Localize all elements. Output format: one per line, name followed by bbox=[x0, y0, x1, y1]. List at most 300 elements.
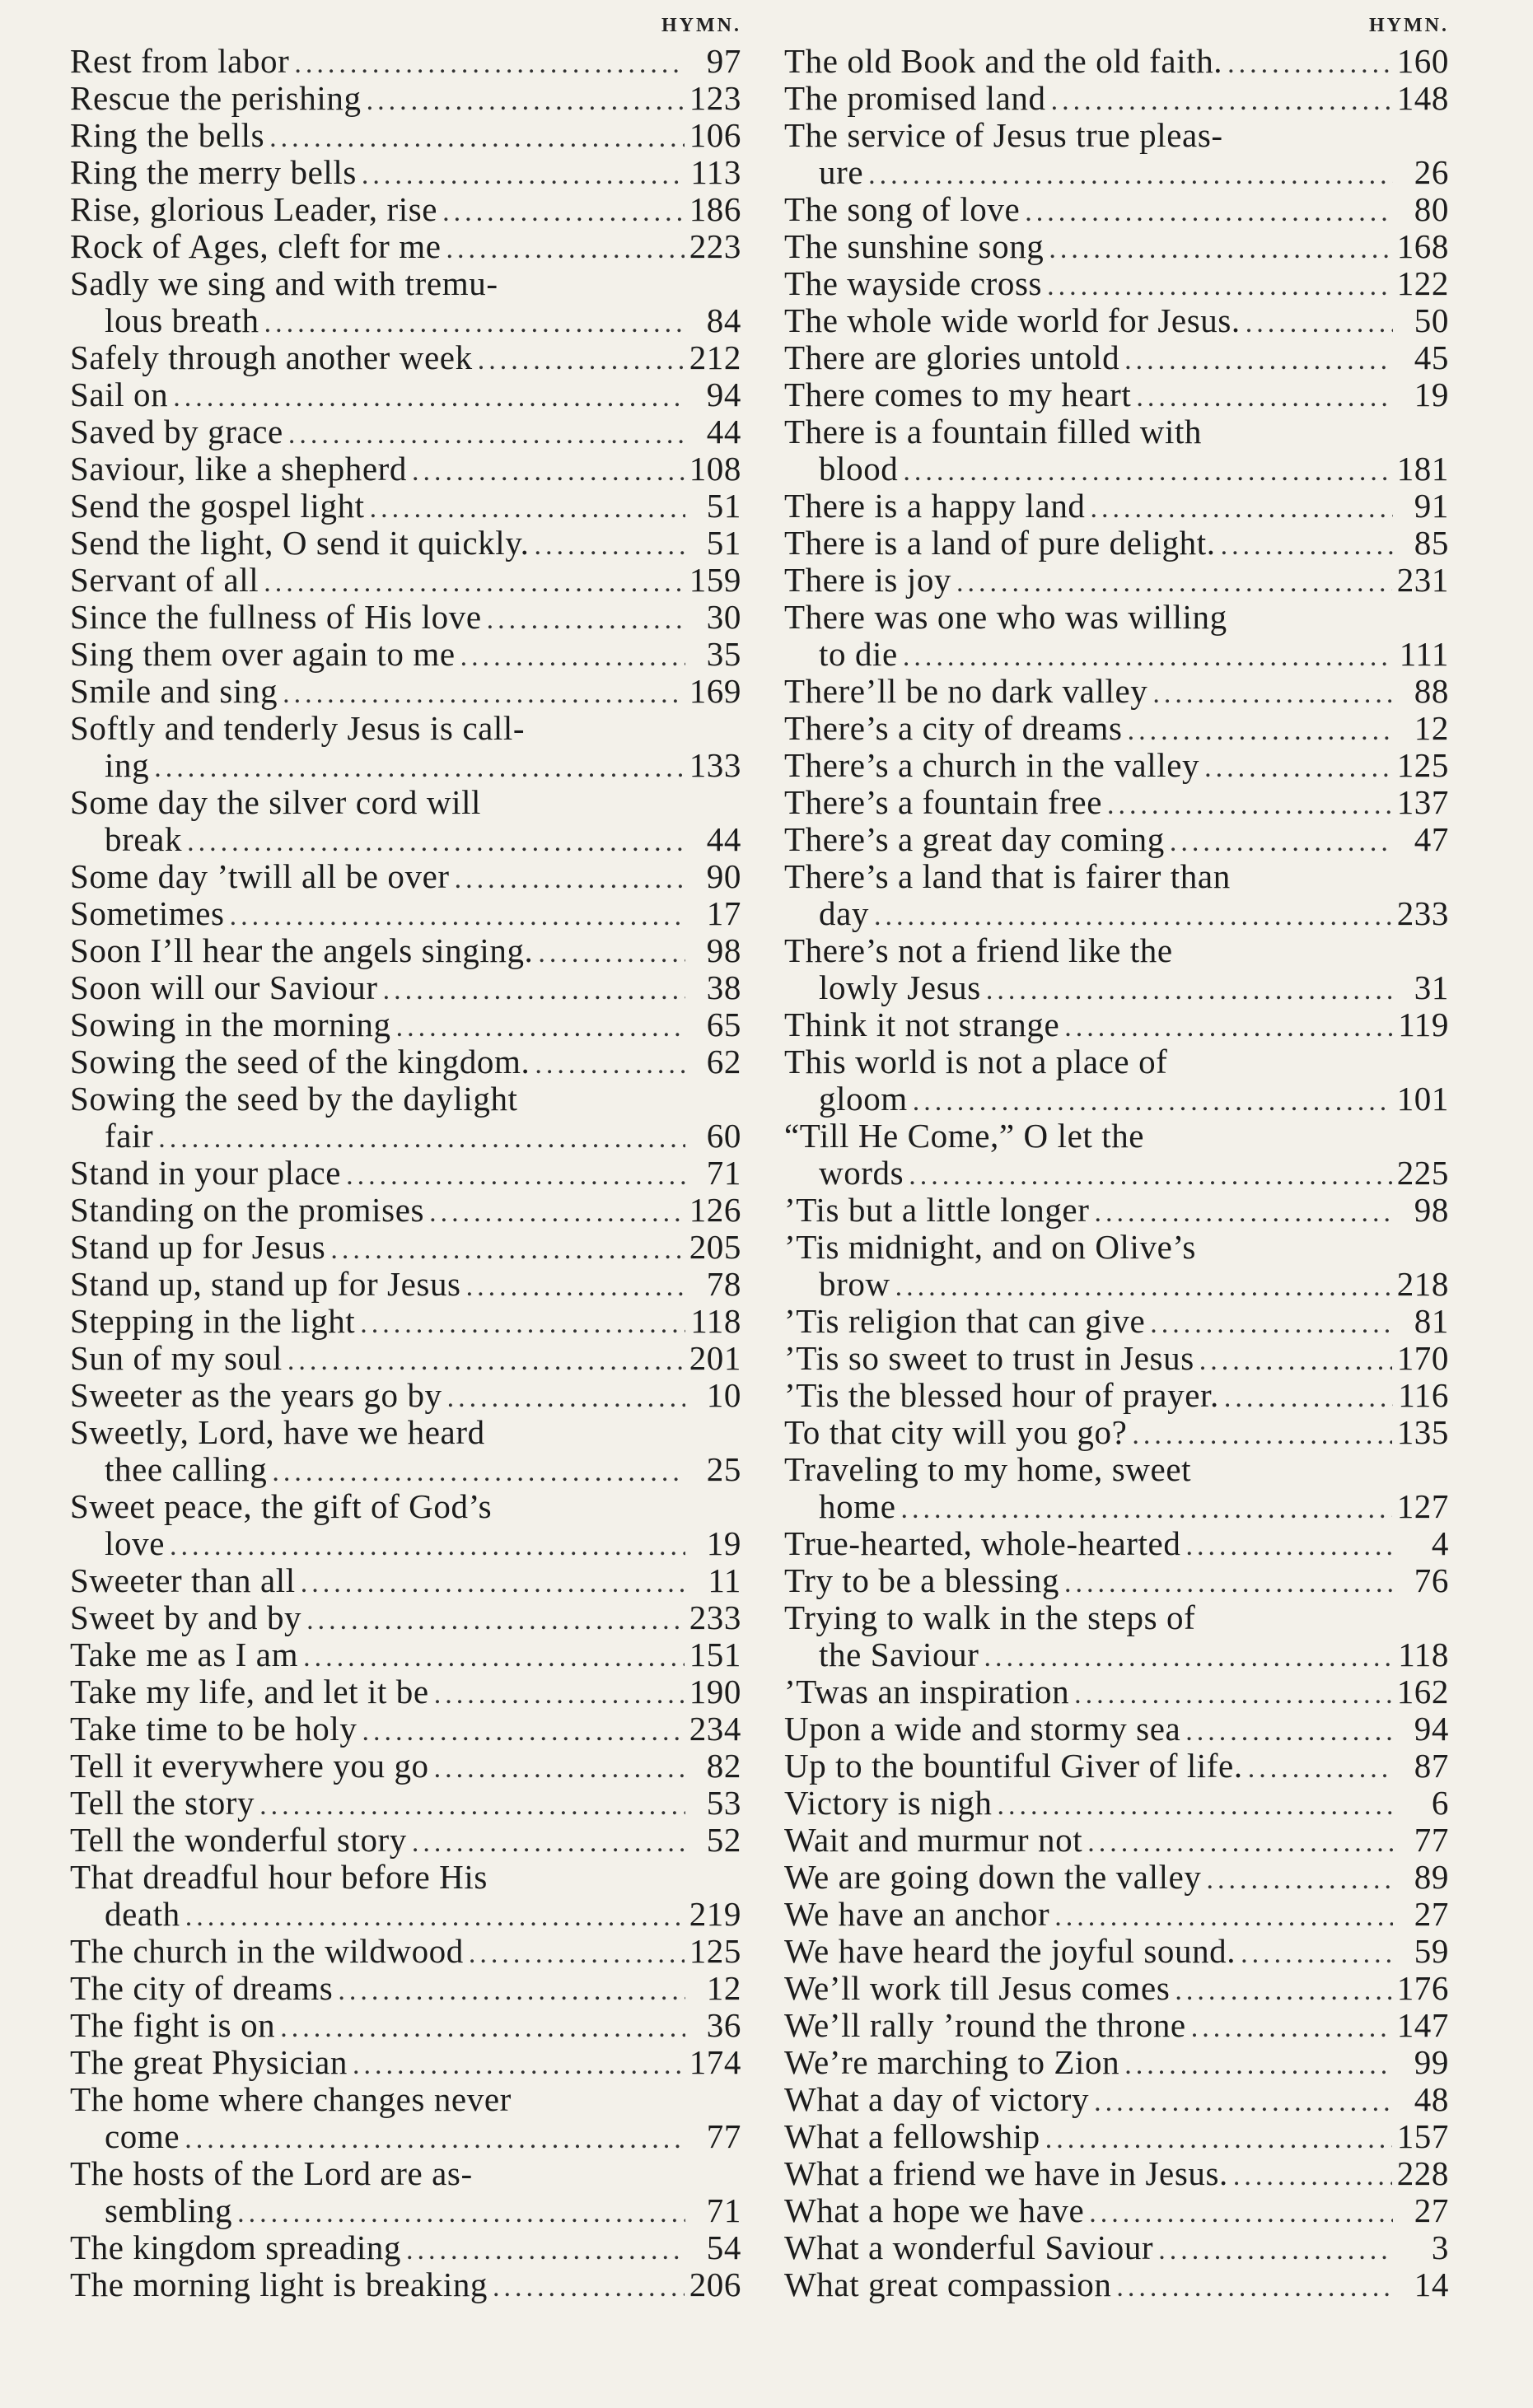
leader-dots bbox=[269, 119, 685, 154]
hymn-number: 91 bbox=[1414, 488, 1449, 525]
hymn-number: 233 bbox=[1396, 895, 1449, 932]
hymn-title-continuation: day bbox=[819, 895, 869, 932]
hymn-title: There’ll be no dark valley bbox=[784, 673, 1148, 710]
leader-dots bbox=[1064, 1009, 1393, 1043]
leader-dots bbox=[538, 935, 685, 969]
leader-dots bbox=[956, 564, 1392, 599]
hymn-entry bbox=[70, 117, 741, 154]
hymn-title-continuation: to die bbox=[819, 636, 898, 673]
hymn-number: 59 bbox=[1414, 1933, 1449, 1970]
hymn-entry bbox=[70, 1377, 741, 1414]
leader-dots bbox=[1204, 749, 1392, 784]
hymn-entry bbox=[784, 1340, 1449, 1377]
hymn-title: Safely through another week bbox=[70, 339, 473, 376]
hymn-number: 89 bbox=[1414, 1859, 1449, 1896]
hymn-entry bbox=[70, 525, 741, 562]
leader-dots bbox=[1175, 1972, 1391, 2007]
hymn-title: True-hearted, whole-hearted bbox=[784, 1525, 1181, 1562]
leader-dots bbox=[903, 453, 1391, 488]
hymn-title: The home where changes never bbox=[70, 2080, 512, 2118]
hymn-entry bbox=[70, 1748, 741, 1785]
leader-dots bbox=[280, 2009, 685, 2044]
hymn-title: Victory is nigh bbox=[784, 1785, 993, 1822]
hymn-title-continuation: blood bbox=[819, 450, 899, 488]
hymn-title-continuation: ing bbox=[105, 747, 150, 784]
hymn-entry bbox=[784, 1451, 1449, 1525]
leader-dots bbox=[230, 898, 685, 932]
hymn-entry bbox=[70, 1562, 741, 1599]
hymn-title-continuation: sembling bbox=[105, 2192, 233, 2229]
leader-dots bbox=[412, 453, 685, 488]
hymn-number: 218 bbox=[1396, 1266, 1449, 1303]
hymn-entry bbox=[70, 1192, 741, 1229]
hymn-entry bbox=[70, 1636, 741, 1673]
hymn-entry bbox=[70, 488, 741, 525]
leader-dots bbox=[362, 156, 685, 191]
leader-dots bbox=[998, 1787, 1393, 1822]
hymn-number: 157 bbox=[1396, 2118, 1449, 2155]
hymn-number: 50 bbox=[1414, 302, 1449, 339]
leader-dots bbox=[272, 1454, 685, 1488]
hymn-number: 127 bbox=[1396, 1488, 1449, 1525]
hymn-title: There’s a fountain free bbox=[784, 784, 1103, 821]
hymn-number: 36 bbox=[706, 2007, 741, 2044]
hymn-number: 118 bbox=[1398, 1636, 1449, 1673]
hymn-entry bbox=[784, 2118, 1449, 2155]
hymn-number: 111 bbox=[1399, 636, 1449, 673]
leader-dots bbox=[187, 824, 685, 858]
hymn-title: Since the fullness of His love bbox=[70, 599, 482, 636]
leader-dots bbox=[446, 231, 685, 265]
hymn-title: Rise, glorious Leader, rise bbox=[70, 191, 438, 228]
hymn-entry bbox=[784, 1970, 1449, 2007]
hymn-title: ’Tis so sweet to trust in Jesus bbox=[784, 1340, 1194, 1377]
hymn-number: 44 bbox=[706, 413, 741, 450]
leader-dots bbox=[434, 1676, 685, 1710]
leader-dots bbox=[1248, 1750, 1393, 1785]
hymn-title: What a fellowship bbox=[784, 2118, 1040, 2155]
leader-dots bbox=[901, 1491, 1392, 1525]
leader-dots bbox=[1124, 2046, 1393, 2081]
hymn-index-list bbox=[70, 43, 741, 2303]
hymn-title: The city of dreams bbox=[70, 1970, 334, 2007]
hymn-number: 60 bbox=[706, 1118, 741, 1155]
hymn-entry bbox=[784, 525, 1449, 562]
leader-dots bbox=[259, 1787, 685, 1822]
hymn-entry bbox=[70, 2266, 741, 2303]
hymn-number: 78 bbox=[706, 1266, 741, 1303]
hymn-title: Up to the bountiful Giver of life. bbox=[784, 1748, 1243, 1785]
leader-dots bbox=[895, 1268, 1392, 1303]
leader-dots bbox=[1136, 379, 1393, 413]
hymn-entry bbox=[784, 599, 1449, 673]
hymn-number: 10 bbox=[706, 1377, 741, 1414]
leader-dots bbox=[1047, 268, 1392, 302]
hymn-number: 87 bbox=[1414, 1748, 1449, 1785]
hymn-title: Saved by grace bbox=[70, 413, 283, 450]
hymn-entry bbox=[70, 1710, 741, 1748]
hymn-number: 170 bbox=[1396, 1340, 1449, 1377]
leader-dots bbox=[306, 1602, 685, 1636]
leader-dots bbox=[466, 1268, 685, 1303]
hymn-title: ’Tis the blessed hour of prayer. bbox=[784, 1377, 1219, 1414]
hymn-title: Ring the bells bbox=[70, 117, 265, 154]
hymn-entry bbox=[70, 2081, 741, 2155]
hymn-title: There are glories untold bbox=[784, 339, 1120, 376]
hymn-number: 159 bbox=[689, 562, 741, 599]
hymn-title: Servant of all bbox=[70, 562, 259, 599]
hymn-entry bbox=[70, 376, 741, 413]
hymn-title: Sun of my soul bbox=[70, 1340, 283, 1377]
hymn-title-continuation: thee calling bbox=[105, 1451, 268, 1488]
hymn-number: 108 bbox=[689, 450, 741, 488]
leader-dots bbox=[460, 638, 685, 673]
hymn-title: We have an anchor bbox=[784, 1896, 1050, 1933]
hymn-number: 116 bbox=[1398, 1377, 1449, 1414]
leader-dots bbox=[346, 1157, 685, 1192]
hymn-number: 48 bbox=[1414, 2081, 1449, 2118]
hymn-entry bbox=[70, 969, 741, 1006]
hymn-number: 201 bbox=[689, 1340, 741, 1377]
hymn-number: 51 bbox=[706, 488, 741, 525]
hymn-number: 19 bbox=[1414, 376, 1449, 413]
hymn-entry bbox=[70, 2007, 741, 2044]
hymn-number: 45 bbox=[1414, 339, 1449, 376]
leader-dots bbox=[1132, 1416, 1391, 1451]
hymn-number: 169 bbox=[689, 673, 741, 710]
hymn-title: To that city will you go? bbox=[784, 1414, 1128, 1451]
leader-dots bbox=[1185, 1528, 1393, 1562]
hymn-entry bbox=[70, 1080, 741, 1155]
hymn-title: Sweetly, Lord, have we heard bbox=[70, 1413, 485, 1451]
leader-dots bbox=[264, 564, 684, 599]
hymn-number: 25 bbox=[706, 1451, 741, 1488]
hymn-title: Sail on bbox=[70, 376, 169, 413]
hymn-title: There’s a land that is fairer than bbox=[784, 857, 1231, 895]
hymn-entry bbox=[784, 673, 1449, 710]
hymn-number: 219 bbox=[689, 1896, 741, 1933]
hymn-title: Rescue the perishing bbox=[70, 80, 362, 117]
hymn-entry bbox=[70, 1155, 741, 1192]
hymn-entry bbox=[784, 562, 1449, 599]
leader-dots bbox=[1152, 675, 1393, 710]
hymn-title: What a wonderful Saviour bbox=[784, 2229, 1154, 2266]
hymn-number: 81 bbox=[1414, 1303, 1449, 1340]
hymn-title: Smile and sing bbox=[70, 673, 278, 710]
hymn-title: Stepping in the light bbox=[70, 1303, 356, 1340]
leader-dots bbox=[330, 1231, 684, 1266]
hymn-title-continuation: lowly Jesus bbox=[819, 969, 981, 1006]
hymn-title: What a hope we have bbox=[784, 2192, 1085, 2229]
hymn-title-continuation: gloom bbox=[819, 1080, 908, 1118]
hymn-entry bbox=[784, 1859, 1449, 1896]
hymn-entry bbox=[70, 228, 741, 265]
leader-dots bbox=[434, 1750, 685, 1785]
hymn-title: The service of Jesus true pleas- bbox=[784, 116, 1223, 154]
leader-dots bbox=[303, 1639, 685, 1673]
hymn-entry bbox=[70, 562, 741, 599]
hymn-number: 98 bbox=[706, 932, 741, 969]
hymn-number: 151 bbox=[689, 1636, 741, 1673]
hymn-number: 77 bbox=[1414, 1822, 1449, 1859]
hymn-title: Sometimes bbox=[70, 895, 225, 932]
leader-dots bbox=[1150, 1305, 1393, 1340]
hymn-entry bbox=[784, 376, 1449, 413]
leader-dots bbox=[173, 379, 685, 413]
hymn-title: There was one who was willing bbox=[784, 598, 1227, 636]
hymn-entry bbox=[784, 1562, 1449, 1599]
hymn-title: Sweeter as the years go by bbox=[70, 1377, 442, 1414]
leader-dots bbox=[370, 490, 685, 525]
hymn-title: There comes to my heart bbox=[784, 376, 1132, 413]
hymn-number: 228 bbox=[1396, 2155, 1449, 2192]
hymn-entry bbox=[70, 2044, 741, 2081]
hymn-number: 47 bbox=[1414, 821, 1449, 858]
hymn-number: 6 bbox=[1431, 1785, 1449, 1822]
hymn-entry bbox=[784, 80, 1449, 117]
leader-dots bbox=[1116, 2269, 1393, 2303]
hymn-number: 53 bbox=[706, 1785, 741, 1822]
leader-dots bbox=[1170, 824, 1393, 858]
hymn-title: Send the light, O send it quickly. bbox=[70, 525, 530, 562]
hymn-number: 94 bbox=[1414, 1710, 1449, 1748]
hymn-number: 12 bbox=[706, 1970, 741, 2007]
leader-dots bbox=[442, 194, 685, 228]
leader-dots bbox=[185, 1898, 685, 1933]
hymn-title: Tell the wonderful story bbox=[70, 1822, 407, 1859]
hymn-number: 101 bbox=[1396, 1080, 1449, 1118]
hymn-title: Send the gospel light bbox=[70, 488, 365, 525]
hymn-entry bbox=[784, 1822, 1449, 1859]
hymn-number: 26 bbox=[1414, 154, 1449, 191]
hymn-number: 119 bbox=[1398, 1006, 1449, 1043]
hymn-entry bbox=[70, 1266, 741, 1303]
hymn-number: 98 bbox=[1414, 1192, 1449, 1229]
hymn-title: Take me as I am bbox=[70, 1636, 299, 1673]
hymn-title: Wait and murmur not bbox=[784, 1822, 1083, 1859]
hymn-number: 14 bbox=[1414, 2266, 1449, 2303]
leader-dots bbox=[447, 1379, 685, 1414]
hymn-number: 125 bbox=[1396, 747, 1449, 784]
hymn-title: The sunshine song bbox=[784, 228, 1045, 265]
hymn-number: 135 bbox=[1396, 1414, 1449, 1451]
leader-dots bbox=[487, 601, 685, 636]
hymn-title: There’s not a friend like the bbox=[784, 931, 1173, 969]
hymn-title: The church in the wildwood bbox=[70, 1933, 464, 1970]
hymn-title: Tell the story bbox=[70, 1785, 255, 1822]
hymn-number: 190 bbox=[689, 1673, 741, 1710]
leader-dots bbox=[294, 45, 685, 80]
hymn-entry bbox=[784, 117, 1449, 191]
hymn-number: 126 bbox=[689, 1192, 741, 1229]
hymn-title-continuation: come bbox=[105, 2118, 180, 2155]
hymn-title: Tell it everywhere you go bbox=[70, 1748, 429, 1785]
hymn-entry bbox=[70, 1822, 741, 1859]
hymn-title: Sweeter than all bbox=[70, 1562, 296, 1599]
hymn-entry bbox=[70, 673, 741, 710]
hymn-entry bbox=[784, 1414, 1449, 1451]
hymn-number: 4 bbox=[1431, 1525, 1449, 1562]
leader-dots bbox=[1221, 527, 1393, 562]
leader-dots bbox=[360, 1305, 685, 1340]
hymn-number: 27 bbox=[1414, 2192, 1449, 2229]
hymn-title: The old Book and the old faith. bbox=[784, 43, 1223, 80]
hymn-title: Sing them over again to me bbox=[70, 636, 456, 673]
hymn-entry bbox=[784, 1043, 1449, 1118]
hymn-title: Soon will our Saviour bbox=[70, 969, 378, 1006]
hymn-entry bbox=[70, 450, 741, 488]
leader-dots bbox=[154, 749, 684, 784]
leader-dots bbox=[986, 972, 1393, 1006]
leader-dots bbox=[455, 861, 685, 895]
hymn-number: 212 bbox=[689, 339, 741, 376]
hymn-number: 234 bbox=[689, 1710, 741, 1748]
hymn-entry bbox=[70, 1673, 741, 1710]
hymn-title: Rock of Ages, cleft for me bbox=[70, 228, 442, 265]
hymn-title: Sweet by and by bbox=[70, 1599, 302, 1636]
hymn-title: Stand up, stand up for Jesus bbox=[70, 1266, 461, 1303]
hymn-title: The fight is on bbox=[70, 2007, 276, 2044]
hymn-title: We are going down the valley bbox=[784, 1859, 1202, 1896]
hymn-title: The wayside cross bbox=[784, 265, 1043, 302]
hymn-number: 82 bbox=[706, 1748, 741, 1785]
leader-dots bbox=[1094, 2084, 1393, 2118]
hymn-title: We have heard the joyful sound. bbox=[784, 1933, 1236, 1970]
leader-dots bbox=[367, 82, 685, 117]
hymn-title-continuation: break bbox=[105, 821, 183, 858]
leader-dots bbox=[1064, 1565, 1393, 1599]
hymn-entry bbox=[784, 1933, 1449, 1970]
leader-dots bbox=[283, 675, 685, 710]
hymn-entry bbox=[784, 1748, 1449, 1785]
hymn-title: The morning light is breaking bbox=[70, 2266, 488, 2303]
hymn-title: Trying to walk in the steps of bbox=[784, 1598, 1196, 1636]
leader-dots bbox=[493, 2269, 685, 2303]
hymn-number: 99 bbox=[1414, 2044, 1449, 2081]
hymn-entry bbox=[70, 339, 741, 376]
leader-dots bbox=[383, 972, 685, 1006]
hymn-title: There is joy bbox=[784, 562, 952, 599]
leader-dots bbox=[1087, 1824, 1393, 1859]
hymn-entry bbox=[70, 2155, 741, 2229]
hymn-entry bbox=[70, 710, 741, 784]
left-column bbox=[70, 0, 741, 2303]
hymn-number: 206 bbox=[689, 2266, 741, 2303]
hymn-entry bbox=[70, 265, 741, 339]
leader-dots bbox=[170, 1528, 685, 1562]
leader-dots bbox=[1095, 1194, 1394, 1229]
leader-dots bbox=[1191, 2009, 1392, 2044]
hymn-number: 35 bbox=[706, 636, 741, 673]
hymn-title-continuation: words bbox=[819, 1155, 904, 1192]
hymn-title: Sowing in the morning bbox=[70, 1006, 391, 1043]
hymn-title: Softly and tenderly Jesus is call- bbox=[70, 709, 526, 747]
hymn-title-continuation: fair bbox=[105, 1118, 154, 1155]
leader-dots bbox=[1107, 786, 1392, 821]
hymn-number: 233 bbox=[689, 1599, 741, 1636]
hymn-title: The promised land bbox=[784, 80, 1046, 117]
leader-dots bbox=[1241, 1935, 1393, 1970]
hymn-entry bbox=[70, 784, 741, 858]
hymn-number: 205 bbox=[689, 1229, 741, 1266]
hymn-title: Sowing the seed of the kingdom. bbox=[70, 1043, 530, 1080]
leader-dots bbox=[1025, 194, 1393, 228]
hymn-title: There is a land of pure delight. bbox=[784, 525, 1216, 562]
hymn-entry bbox=[784, 488, 1449, 525]
hymn-number: 3 bbox=[1431, 2229, 1449, 2266]
hymn-title: We’ll rally ’round the throne bbox=[784, 2007, 1186, 2044]
hymn-title: Saviour, like a shepherd bbox=[70, 450, 407, 488]
right-column bbox=[784, 0, 1449, 2303]
hymn-entry bbox=[784, 302, 1449, 339]
leader-dots bbox=[362, 1713, 684, 1748]
hymn-entry bbox=[784, 747, 1449, 784]
leader-dots bbox=[1227, 45, 1392, 80]
leader-dots bbox=[185, 2121, 685, 2155]
leader-dots bbox=[396, 1009, 685, 1043]
hymn-title: What a friend we have in Jesus. bbox=[784, 2155, 1228, 2192]
hymn-number: 147 bbox=[1396, 2007, 1449, 2044]
hymn-entry bbox=[784, 1896, 1449, 1933]
hymn-entry bbox=[784, 1525, 1449, 1562]
hymn-number: 176 bbox=[1396, 1970, 1449, 2007]
hymn-title: The whole wide world for Jesus. bbox=[784, 302, 1241, 339]
leader-dots bbox=[288, 416, 685, 450]
leader-dots bbox=[1089, 2195, 1393, 2229]
hymn-number: 62 bbox=[706, 1043, 741, 1080]
hymn-entry bbox=[784, 858, 1449, 932]
hymn-entry bbox=[784, 1192, 1449, 1229]
leader-dots bbox=[1158, 2232, 1393, 2266]
hymn-entry bbox=[70, 1414, 741, 1488]
leader-dots bbox=[874, 898, 1392, 932]
hymn-number: 160 bbox=[1396, 43, 1449, 80]
hymn-number: 80 bbox=[1414, 191, 1449, 228]
leader-dots bbox=[469, 1935, 685, 1970]
hymn-entry bbox=[70, 1303, 741, 1340]
hymn-number: 85 bbox=[1414, 525, 1449, 562]
hymn-number: 133 bbox=[689, 747, 741, 784]
leader-dots bbox=[1199, 1342, 1392, 1377]
hymn-entry bbox=[784, 2192, 1449, 2229]
hymn-entry bbox=[784, 2044, 1449, 2081]
hymn-entry bbox=[70, 413, 741, 450]
hymn-title: The kingdom spreading bbox=[70, 2229, 402, 2266]
hymn-entry bbox=[70, 1006, 741, 1043]
hymn-number: 231 bbox=[1396, 562, 1449, 599]
hymn-entry bbox=[70, 154, 741, 191]
leader-dots bbox=[1185, 1713, 1393, 1748]
hymn-entry bbox=[784, 1599, 1449, 1673]
hymn-number: 17 bbox=[706, 895, 741, 932]
hymn-entry bbox=[70, 1599, 741, 1636]
leader-dots bbox=[338, 1972, 685, 2007]
hymn-title-continuation: ure bbox=[819, 154, 864, 191]
hymn-entry bbox=[784, 821, 1449, 858]
hymn-title: There’s a great day coming bbox=[784, 821, 1165, 858]
leader-dots bbox=[1224, 1379, 1393, 1414]
hymn-number: 168 bbox=[1396, 228, 1449, 265]
hymn-number: 30 bbox=[706, 599, 741, 636]
leader-dots bbox=[903, 638, 1393, 673]
hymn-title: Rest from labor bbox=[70, 43, 290, 80]
hymn-title: The hosts of the Lord are as- bbox=[70, 2154, 473, 2192]
hymn-entry bbox=[784, 2007, 1449, 2044]
hymn-entry bbox=[784, 932, 1449, 1006]
hymn-entry bbox=[784, 2081, 1449, 2118]
leader-dots bbox=[478, 342, 685, 376]
hymn-title: “Till He Come,” O let the bbox=[784, 1117, 1145, 1155]
